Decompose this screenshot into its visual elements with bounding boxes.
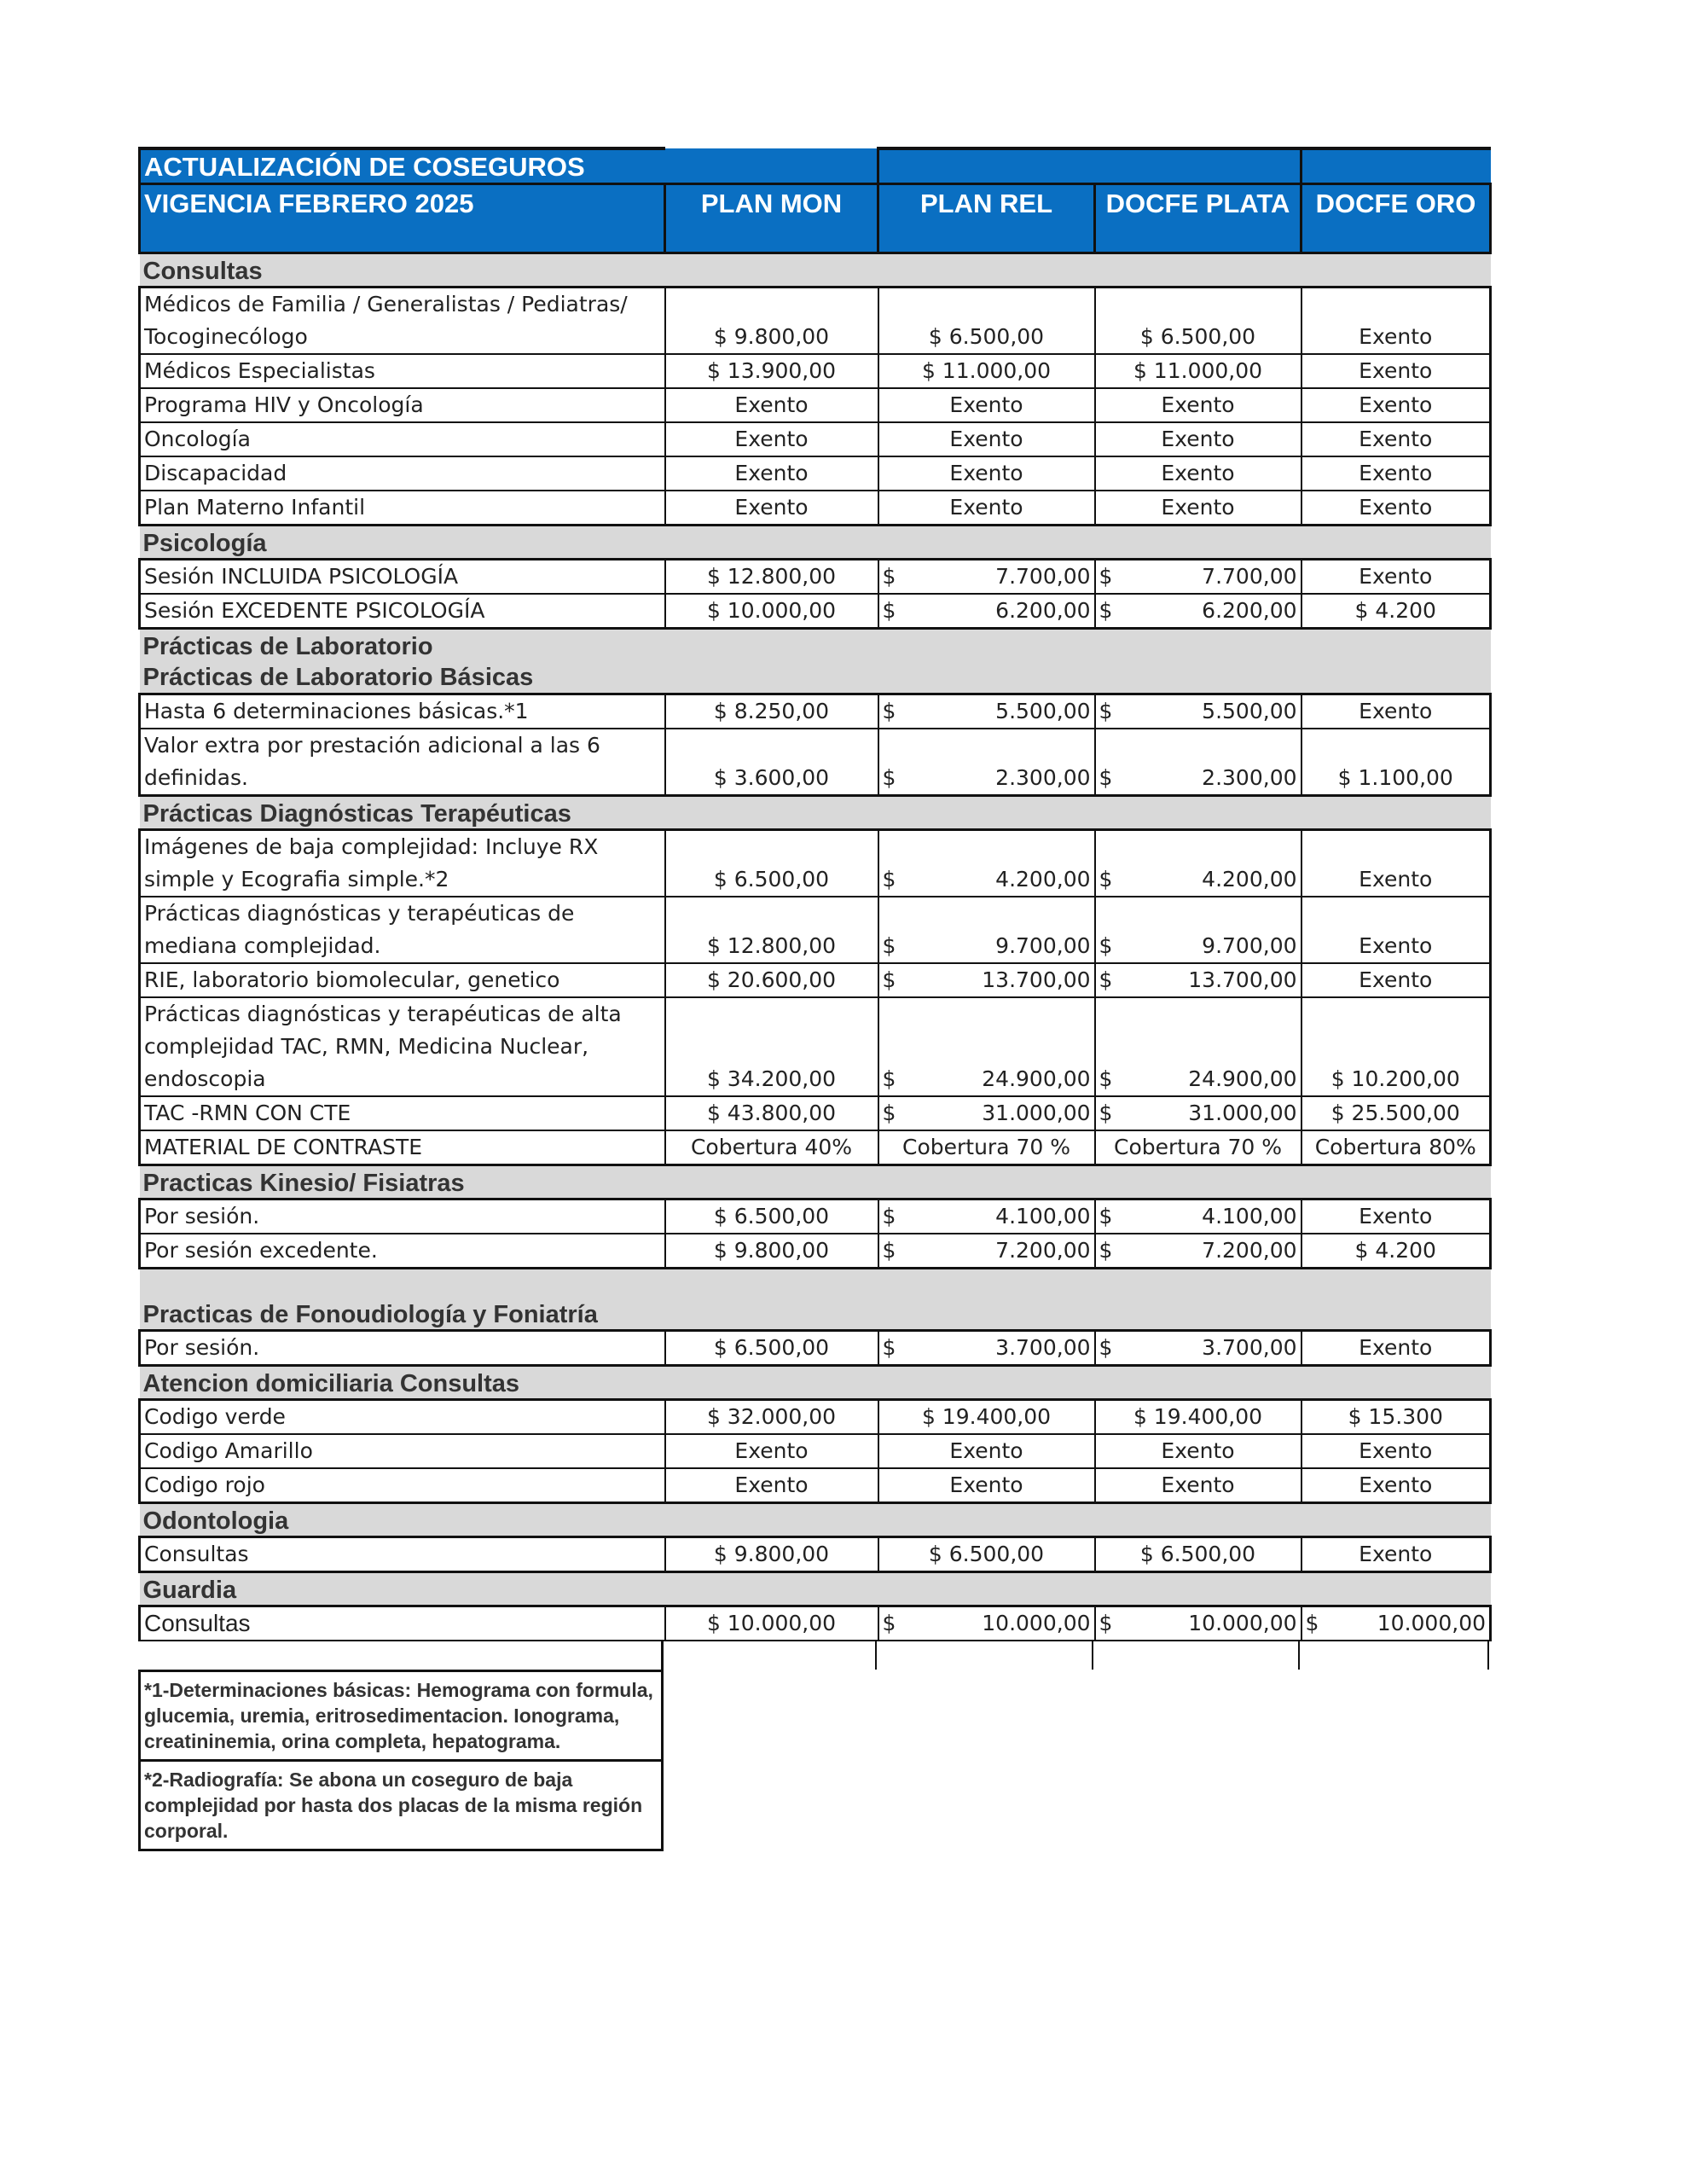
row-label: TAC -RMN CON CTE [140, 1096, 665, 1130]
table-row [140, 1199, 1491, 1234]
row-label: Sesión INCLUIDA PSICOLOGÍA [140, 560, 665, 595]
cell-plan-rel: Exento [878, 422, 1095, 456]
cell-docfe-oro: Cobertura 80% [1301, 1130, 1491, 1165]
amount: 3.700,00 [995, 1335, 1091, 1360]
cell-plan-rel: Exento [878, 456, 1095, 491]
amount: 6.200,00 [1202, 598, 1297, 623]
currency-symbol: $ [1099, 933, 1113, 958]
column-header-docfe-plata: DOCFE PLATA [1095, 184, 1301, 253]
coseguros-table [138, 147, 1492, 1641]
currency-symbol: $ [1099, 1611, 1113, 1635]
cell-plan-mon: $ 9.800,00 [665, 1537, 878, 1572]
cell-plan-mon: $ 3.600,00 [665, 729, 878, 796]
cell-docfe-oro: Exento [1301, 1537, 1491, 1572]
cell-docfe-oro: Exento [1301, 1199, 1491, 1234]
section-consultas [140, 253, 1491, 526]
cell-docfe-plata: $ 6.500,00 [1095, 1537, 1301, 1572]
cell-docfe-oro [1301, 1606, 1491, 1641]
table-row [140, 1096, 1491, 1130]
cell-plan-rel [878, 729, 1095, 796]
section-title: Atencion domiciliaria Consultas [140, 1366, 1491, 1400]
cell-plan-mon: Cobertura 40% [665, 1130, 878, 1165]
table-row [140, 1234, 1491, 1269]
column-divider [875, 1641, 877, 1670]
spacer-cell [138, 1641, 664, 1670]
table-title: ACTUALIZACIÓN DE COSEGUROS [140, 148, 665, 184]
currency-symbol: $ [1099, 699, 1113, 723]
row-label: Oncología [140, 422, 665, 456]
currency-symbol: $ [882, 765, 896, 790]
table-row [140, 1434, 1491, 1468]
table-row [140, 1331, 1491, 1366]
table-row [140, 1400, 1491, 1435]
column-divider [1092, 1641, 1093, 1670]
cell-plan-mon: Exento [665, 422, 878, 456]
section-title [140, 629, 1491, 694]
header-row-columns [140, 184, 1491, 253]
cell-docfe-plata [1095, 1331, 1301, 1366]
cell-plan-mon: $ 34.200,00 [665, 997, 878, 1096]
amount: 9.700,00 [995, 933, 1091, 958]
currency-symbol: $ [882, 1335, 896, 1360]
table-row [140, 1468, 1491, 1503]
table-row [140, 830, 1491, 897]
cell-docfe-oro: Exento [1301, 491, 1491, 526]
cell-plan-mon: $ 32.000,00 [665, 1400, 878, 1435]
cell-docfe-oro: Exento [1301, 388, 1491, 422]
column-divider [1298, 1641, 1300, 1670]
table-row [140, 288, 1491, 355]
table-row [140, 729, 1491, 796]
cell-docfe-oro: Exento [1301, 288, 1491, 355]
table-row [140, 594, 1491, 629]
section-title-main: Prácticas de Laboratorio [142, 633, 433, 660]
cell-plan-rel: Exento [878, 1468, 1095, 1503]
cell-plan-rel [878, 1096, 1095, 1130]
row-label: Por sesión. [140, 1199, 665, 1234]
cell-docfe-plata: Exento [1095, 422, 1301, 456]
table-row [140, 354, 1491, 388]
currency-symbol: $ [882, 1204, 896, 1228]
cell-docfe-oro: Exento [1301, 963, 1491, 997]
cell-plan-rel [878, 830, 1095, 897]
cell-docfe-oro: $ 15.300 [1301, 1400, 1491, 1435]
row-label: Plan Materno Infantil [140, 491, 665, 526]
cell-docfe-plata [1095, 1199, 1301, 1234]
cell-plan-rel: Cobertura 70 % [878, 1130, 1095, 1165]
cell-docfe-oro: Exento [1301, 830, 1491, 897]
currency-symbol: $ [882, 699, 896, 723]
cell-plan-rel [878, 1199, 1095, 1234]
footnote-2: *2-Radiografía: Se abona un coseguro de baja complejidad por hasta dos placas de la misma región corporal. [138, 1762, 664, 1851]
cell-plan-mon: $ 12.800,00 [665, 897, 878, 963]
cell-docfe-oro: Exento [1301, 694, 1491, 729]
cell-plan-rel: Exento [878, 388, 1095, 422]
cell-plan-mon: $ 43.800,00 [665, 1096, 878, 1130]
amount: 10.000,00 [982, 1611, 1091, 1635]
cell-docfe-plata [1095, 729, 1301, 796]
cell-plan-mon: Exento [665, 388, 878, 422]
cell-plan-mon: $ 9.800,00 [665, 1234, 878, 1269]
row-label: Valor extra por prestación adicional a las 6 definidas. [140, 729, 665, 796]
cell-plan-mon: Exento [665, 456, 878, 491]
section-diagnosticas [140, 796, 1491, 1165]
cell-plan-mon: $ 10.000,00 [665, 1606, 878, 1641]
table-row [140, 422, 1491, 456]
currency-symbol: $ [882, 598, 896, 623]
table-row [140, 388, 1491, 422]
row-label: Consultas [140, 1537, 665, 1572]
amount: 4.200,00 [995, 867, 1091, 892]
cell-docfe-plata: Exento [1095, 456, 1301, 491]
amount: 5.500,00 [995, 699, 1091, 723]
cell-plan-mon: $ 6.500,00 [665, 830, 878, 897]
amount: 2.300,00 [1202, 765, 1297, 790]
currency-symbol: $ [1099, 1335, 1113, 1360]
column-divider [1487, 1641, 1489, 1670]
table-row [140, 897, 1491, 963]
row-label: Consultas [140, 1606, 665, 1641]
amount: 4.100,00 [995, 1204, 1091, 1228]
table-row [140, 1537, 1491, 1572]
currency-symbol: $ [1099, 765, 1113, 790]
table-row [140, 963, 1491, 997]
cell-docfe-oro: Exento [1301, 456, 1491, 491]
cell-docfe-oro: $ 4.200 [1301, 594, 1491, 629]
cell-docfe-plata [1095, 594, 1301, 629]
row-label: Por sesión. [140, 1331, 665, 1366]
currency-symbol: $ [882, 933, 896, 958]
section-title: Psicología [140, 526, 1491, 560]
cell-plan-mon: $ 13.900,00 [665, 354, 878, 388]
cell-plan-mon: $ 9.800,00 [665, 288, 878, 355]
cell-docfe-oro: Exento [1301, 1331, 1491, 1366]
amount: 10.000,00 [1188, 1611, 1297, 1635]
table-row [140, 694, 1491, 729]
table-row [140, 560, 1491, 595]
cell-plan-rel: $ 6.500,00 [878, 1537, 1095, 1572]
currency-symbol: $ [882, 564, 896, 589]
row-label: Prácticas diagnósticas y terapéuticas de mediana complejidad. [140, 897, 665, 963]
amount: 4.100,00 [1202, 1204, 1297, 1228]
cell-plan-rel: $ 6.500,00 [878, 288, 1095, 355]
section-title: Consultas [140, 253, 1491, 288]
currency-symbol: $ [1099, 1238, 1113, 1263]
table-subtitle: VIGENCIA FEBRERO 2025 [140, 184, 665, 253]
cell-plan-rel: Exento [878, 1434, 1095, 1468]
currency-symbol: $ [1099, 1101, 1113, 1125]
table-row [140, 491, 1491, 526]
section-title: Practicas Kinesio/ Fisiatras [140, 1165, 1491, 1199]
section-title: Prácticas Diagnósticas Terapéuticas [140, 796, 1491, 830]
currency-symbol: $ [1099, 598, 1113, 623]
cell-plan-mon: $ 20.600,00 [665, 963, 878, 997]
cell-plan-mon: Exento [665, 1434, 878, 1468]
cell-docfe-oro: Exento [1301, 1434, 1491, 1468]
header-row-title [140, 148, 1491, 184]
row-label: Codigo rojo [140, 1468, 665, 1503]
amount: 13.700,00 [982, 967, 1091, 992]
section-title: Practicas de Fonoudiología y Foniatría [140, 1269, 1491, 1331]
amount: 31.000,00 [982, 1101, 1091, 1125]
footnotes [138, 1641, 664, 1851]
cell-docfe-oro: Exento [1301, 354, 1491, 388]
row-label: Por sesión excedente. [140, 1234, 665, 1269]
column-header-plan-rel: PLAN REL [878, 184, 1095, 253]
cell-docfe-plata: Exento [1095, 1468, 1301, 1503]
section-fonoaudiologia [140, 1269, 1491, 1366]
cell-docfe-oro: Exento [1301, 560, 1491, 595]
cell-docfe-plata [1095, 997, 1301, 1096]
cell-docfe-oro: Exento [1301, 1468, 1491, 1503]
amount: 5.500,00 [1202, 699, 1297, 723]
column-header-plan-mon: PLAN MON [665, 184, 878, 253]
cell-docfe-plata: Exento [1095, 1434, 1301, 1468]
amount: 6.200,00 [995, 598, 1091, 623]
cell-plan-rel: $ 19.400,00 [878, 1400, 1095, 1435]
cell-docfe-oro: Exento [1301, 422, 1491, 456]
cell-plan-rel [878, 694, 1095, 729]
amount: 13.700,00 [1188, 967, 1297, 992]
cell-docfe-plata [1095, 1606, 1301, 1641]
cell-plan-rel [878, 1331, 1095, 1366]
amount: 7.200,00 [995, 1238, 1091, 1263]
cell-plan-rel [878, 560, 1095, 595]
row-label: Hasta 6 determinaciones básicas.*1 [140, 694, 665, 729]
cell-docfe-plata [1095, 830, 1301, 897]
section-guardia [140, 1572, 1491, 1641]
currency-symbol: $ [882, 1611, 896, 1635]
section-title: Odontologia [140, 1503, 1491, 1537]
table-row [140, 1606, 1491, 1641]
cell-docfe-plata: Cobertura 70 % [1095, 1130, 1301, 1165]
currency-symbol: $ [882, 1238, 896, 1263]
row-label: Codigo Amarillo [140, 1434, 665, 1468]
table-row [140, 1130, 1491, 1165]
section-atencion-domiciliaria [140, 1366, 1491, 1503]
amount: 9.700,00 [1202, 933, 1297, 958]
amount: 7.700,00 [1202, 564, 1297, 589]
section-psicologia [140, 526, 1491, 629]
table-row [140, 456, 1491, 491]
section-odontologia [140, 1503, 1491, 1572]
row-label: Codigo verde [140, 1400, 665, 1435]
currency-symbol: $ [882, 1101, 896, 1125]
cell-docfe-plata: $ 11.000,00 [1095, 354, 1301, 388]
currency-symbol: $ [882, 967, 896, 992]
row-label: Imágenes de baja complejidad: Incluye RX simple y Ecografia simple.*2 [140, 830, 665, 897]
amount: 31.000,00 [1188, 1101, 1297, 1125]
cell-docfe-oro: $ 25.500,00 [1301, 1096, 1491, 1130]
cell-plan-mon: $ 6.500,00 [665, 1199, 878, 1234]
section-laboratorio [140, 629, 1491, 796]
currency-symbol: $ [882, 867, 896, 892]
row-label: Programa HIV y Oncología [140, 388, 665, 422]
cell-plan-mon: $ 8.250,00 [665, 694, 878, 729]
row-label: Discapacidad [140, 456, 665, 491]
currency-symbol: $ [1099, 1204, 1113, 1228]
cell-docfe-oro: $ 10.200,00 [1301, 997, 1491, 1096]
section-kinesio [140, 1165, 1491, 1269]
row-label: Prácticas diagnósticas y terapéuticas de alta complejidad TAC, RMN, Medicina Nuclear, endoscopia [140, 997, 665, 1096]
cell-plan-mon: Exento [665, 491, 878, 526]
cell-plan-rel [878, 997, 1095, 1096]
cell-plan-rel: Exento [878, 491, 1095, 526]
row-label: Médicos Especialistas [140, 354, 665, 388]
currency-symbol: $ [1099, 1066, 1113, 1091]
cell-docfe-plata [1095, 694, 1301, 729]
cell-plan-rel [878, 897, 1095, 963]
cell-docfe-plata [1095, 1096, 1301, 1130]
row-label: MATERIAL DE CONTRASTE [140, 1130, 665, 1165]
currency-symbol: $ [1099, 564, 1113, 589]
cell-docfe-plata: $ 6.500,00 [1095, 288, 1301, 355]
cell-plan-mon: $ 6.500,00 [665, 1331, 878, 1366]
cell-plan-mon: Exento [665, 1468, 878, 1503]
row-label: Sesión EXCEDENTE PSICOLOGÍA [140, 594, 665, 629]
row-label: Médicos de Familia / Generalistas / Pediatras/ Tocoginecólogo [140, 288, 665, 355]
cell-plan-mon: $ 10.000,00 [665, 594, 878, 629]
cell-docfe-oro: $ 4.200 [1301, 1234, 1491, 1269]
table-row [140, 997, 1491, 1096]
cell-docfe-plata: Exento [1095, 491, 1301, 526]
currency-symbol: $ [882, 1066, 896, 1091]
currency-symbol: $ [1305, 1611, 1319, 1635]
amount: 24.900,00 [982, 1066, 1091, 1091]
cell-docfe-plata: Exento [1095, 388, 1301, 422]
cell-plan-rel [878, 1606, 1095, 1641]
amount: 7.200,00 [1202, 1238, 1297, 1263]
cell-docfe-plata: $ 19.400,00 [1095, 1400, 1301, 1435]
cell-plan-rel [878, 594, 1095, 629]
section-title: Guardia [140, 1572, 1491, 1606]
cell-plan-rel [878, 1234, 1095, 1269]
cell-docfe-plata [1095, 897, 1301, 963]
cell-plan-rel [878, 963, 1095, 997]
amount: 2.300,00 [995, 765, 1091, 790]
cell-docfe-plata [1095, 560, 1301, 595]
amount: 3.700,00 [1202, 1335, 1297, 1360]
coseguros-sheet [138, 147, 1489, 1641]
amount: 10.000,00 [1377, 1611, 1486, 1635]
cell-docfe-plata [1095, 1234, 1301, 1269]
amount: 7.700,00 [995, 564, 1091, 589]
amount: 24.900,00 [1188, 1066, 1297, 1091]
cell-plan-rel: $ 11.000,00 [878, 354, 1095, 388]
footnote-1: *1-Determinaciones básicas: Hemograma con formula, glucemia, uremia, eritrosedimentacion. Ionograma, creatininemia, orina completa, hepatograma. [138, 1670, 664, 1762]
currency-symbol: $ [1099, 967, 1113, 992]
cell-plan-mon: $ 12.800,00 [665, 560, 878, 595]
amount: 4.200,00 [1202, 867, 1297, 892]
cell-docfe-oro: $ 1.100,00 [1301, 729, 1491, 796]
cell-docfe-plata [1095, 963, 1301, 997]
currency-symbol: $ [1099, 867, 1113, 892]
row-label: RIE, laboratorio biomolecular, genetico [140, 963, 665, 997]
section-subtitle: Prácticas de Laboratorio Básicas [142, 664, 534, 691]
column-header-docfe-oro: DOCFE ORO [1301, 184, 1491, 253]
cell-docfe-oro: Exento [1301, 897, 1491, 963]
